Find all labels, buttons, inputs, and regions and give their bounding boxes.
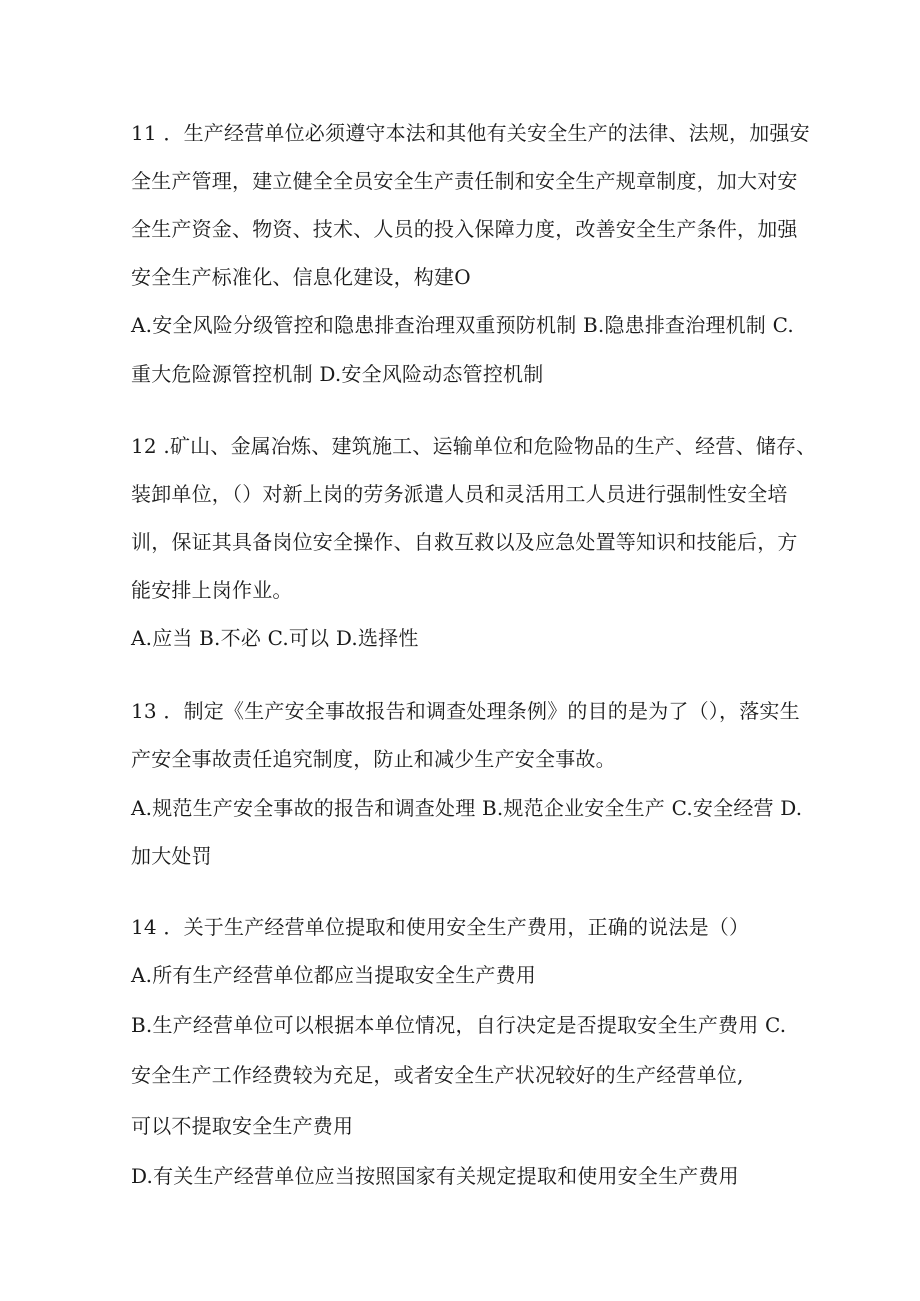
answer-options-line: 可以不提取安全生产费用 xyxy=(131,1114,354,1138)
question-text-line: 11 ．生产经营单位必须遵守本法和其他有关安全生产的法律、法规，加强安 xyxy=(131,121,810,145)
question-text-line: 全生产管理，建立健全全员安全生产责任制和安全生产规章制度，加大对安 xyxy=(131,169,798,193)
answer-options-line: D.有关生产经营单位应当按照国家有关规定提取和使用安全生产费用 xyxy=(131,1164,739,1188)
question-text-line: 产安全事故责任追究制度，防止和减少生产安全事故。 xyxy=(131,747,616,771)
question-text-line: 能安排上岗作业。 xyxy=(131,578,293,602)
answer-options-line: A.安全风险分级管控和隐患排查治理双重预防机制 B.隐患排查治理机制 C. xyxy=(131,313,794,337)
answer-options-line: 重大危险源管控机制 D.安全风险动态管控机制 xyxy=(131,362,544,386)
question-text-line: 12 .矿山、金属冶炼、建筑施工、运输单位和危险物品的生产、经营、储存、 xyxy=(131,434,817,458)
answer-options-line: 加大处罚 xyxy=(131,844,212,868)
question-text-line: 安全生产标准化、信息化建设，构建O xyxy=(131,265,471,289)
question-text-line: 14 ．关于生产经营单位提取和使用安全生产费用，正确的说法是（） xyxy=(131,915,750,939)
answer-options-line: B.生产经营单位可以根据本单位情况，自行决定是否提取安全生产费用 C. xyxy=(131,1013,787,1037)
answer-options-line: A.所有生产经营单位都应当提取安全生产费用 xyxy=(131,963,537,987)
question-text-line: 装卸单位，（）对新上岗的劳务派遣人员和灵活用工人员进行强制性安全培 xyxy=(131,482,788,506)
answer-options-line: A.应当 B.不必 C.可以 D.选择性 xyxy=(131,626,419,650)
question-text-line: 训，保证其具备岗位安全操作、自救互救以及应急处置等知识和技能后，方 xyxy=(131,530,798,554)
answer-options-line: 安全生产工作经费较为充足，或者安全生产状况较好的生产经营单位, xyxy=(131,1063,744,1087)
question-text-line: 13 ．制定《生产安全事故报告和调查处理条例》的目的是为了（），落实生 xyxy=(131,699,800,723)
answer-options-line: A.规范生产安全事故的报告和调查处理 B.规范企业安全生产 C.安全经营 D. xyxy=(131,796,803,820)
question-text-line: 全生产资金、物资、技术、人员的投入保障力度，改善安全生产条件，加强 xyxy=(131,217,798,241)
